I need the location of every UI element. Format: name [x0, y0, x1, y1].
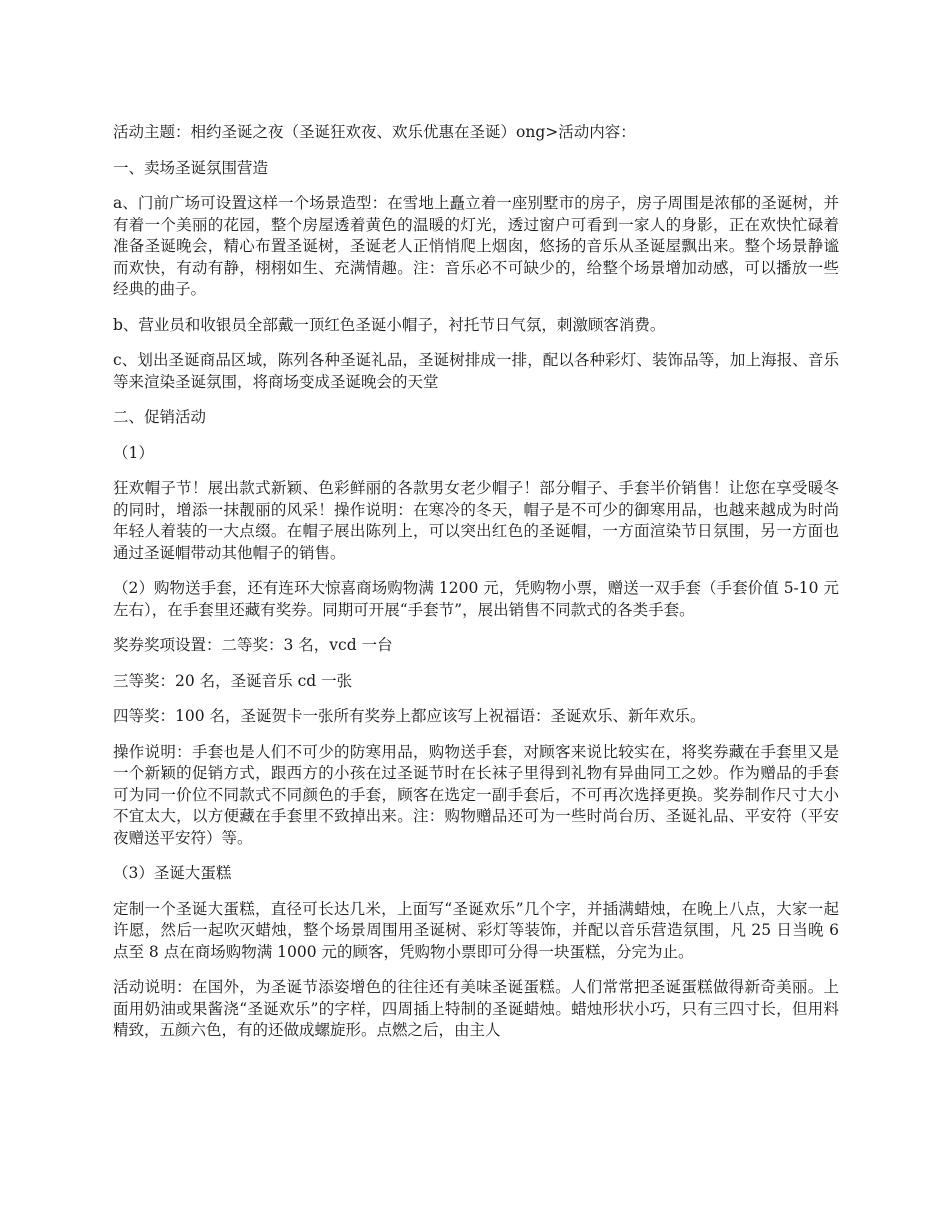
paragraph-activity-theme: 活动主题：相约圣诞之夜（圣诞狂欢夜、欢乐优惠在圣诞）ong>活动内容： — [113, 123, 636, 141]
document-page — [113, 122, 839, 1056]
paragraph-glove-gift: （2）购物送手套，还有连环大惊喜商场购物满 1200 元，凭购物小票，赠送一双手套（手套价值 5-10 元左右），在手套里还藏有奖券。同期可开展“手套节”，展出销售不同款式的各类手套。 — [113, 579, 839, 619]
heading-section-2: 二、促销活动 — [113, 408, 207, 426]
paragraph-hat-festival: 狂欢帽子节！展出款式新颖、色彩鲜丽的各款男女老少帽子！部分帽子、手套半价销售！让您在享受暖冬的同时，增添一抹靓丽的风采！操作说明：在寒冷的冬天，帽子是不可少的御寒用品，也越来越成为时尚年轻人着装的一大点缀。在帽子展出陈列上，可以突出红色的圣诞帽，一方面渲染节日氛围，另一方面也通过圣诞帽带动其他帽子的销售。 — [113, 479, 839, 562]
heading-section-1: 一、卖场圣诞氛围营造 — [113, 158, 269, 177]
paragraph-prize-2nd: 奖券奖项设置：二等奖：3 名，vcd 一台 — [113, 636, 393, 654]
paragraph-cake-details: 定制一个圣诞大蛋糕，直径可长达几米，上面写“圣诞欢乐”几个字，并插满蜡烛，在晚上八点，大家一起许愿，然后一起吹灭蜡烛，整个场景周围用圣诞树、彩灯等装饰，并配以音乐营造氛围，凡 25 日当晚 6 点至 8 点在商场购物满 1000 元的顾客，凭购物小票即可分得一块蛋糕，分完为止。 — [113, 899, 839, 961]
subheading-3-cake: （3）圣诞大蛋糕 — [113, 864, 232, 882]
paragraph-item-a: a、门前广场可设置这样一个场景造型：在雪地上矗立着一座别墅市的房子，房子周围是浓郁的圣诞树，并有着一个美丽的花园，整个房屋透着黄色的温暖的灯光，透过窗户可看到一家人的身影，正在欢快忙碌着准备圣诞晚会，精心布置圣诞树，圣诞老人正悄悄爬上烟囱，悠扬的音乐从圣诞屋飘出来。整个场景静谧而欢快，有动有静，栩栩如生、充满情趣。注：音乐必不可缺少的，给整个场景增加动感，可以播放一些经典的曲子。 — [113, 194, 839, 298]
paragraph-cake-explanation: 活动说明：在国外，为圣诞节添姿增色的往往还有美味圣诞蛋糕。人们常常把圣诞蛋糕做得新奇美丽。上面用奶油或果酱浇“圣诞欢乐”的字样，四周插上特制的圣诞蜡烛。蜡烛形状小巧，只有三四寸长，但用料精致，五颜六色，有的还做成螺旋形。点燃之后，由主人 — [113, 978, 839, 1039]
paragraph-glove-operation: 操作说明：手套也是人们不可少的防寒用品，购物送手套，对顾客来说比较实在，将奖券藏在手套里又是一个新颖的促销方式，跟西方的小孩在过圣诞节时在长袜子里得到礼物有异曲同工之妙。作为赠品的手套可为同一价位不同款式不同颜色的手套，顾客在选定一副手套后，不可再次选择更换。奖券制作尺寸大小不宜太大，以方便藏在手套里不致掉出来。注：购物赠品还可为一些时尚台历、圣诞礼品、平安符（平安夜赠送平安符）等。 — [113, 742, 839, 847]
paragraph-prize-4th: 四等奖：100 名，圣诞贺卡一张所有奖券上都应该写上祝福语：圣诞欢乐、新年欢乐。 — [113, 707, 706, 725]
paragraph-item-c: c、划出圣诞商品区域，陈列各种圣诞礼品，圣诞树排成一排，配以各种彩灯、装饰品等，加上海报、音乐等来渲染圣诞氛围，将商场变成圣诞晚会的天堂 — [113, 351, 839, 391]
paragraph-item-b: b、营业员和收银员全部戴一顶红色圣诞小帽子，衬托节日气氛，刺激顾客消费。 — [113, 315, 666, 334]
subheading-1: （1） — [113, 443, 154, 462]
paragraph-prize-3rd: 三等奖：20 名，圣诞音乐 cd 一张 — [113, 671, 353, 690]
